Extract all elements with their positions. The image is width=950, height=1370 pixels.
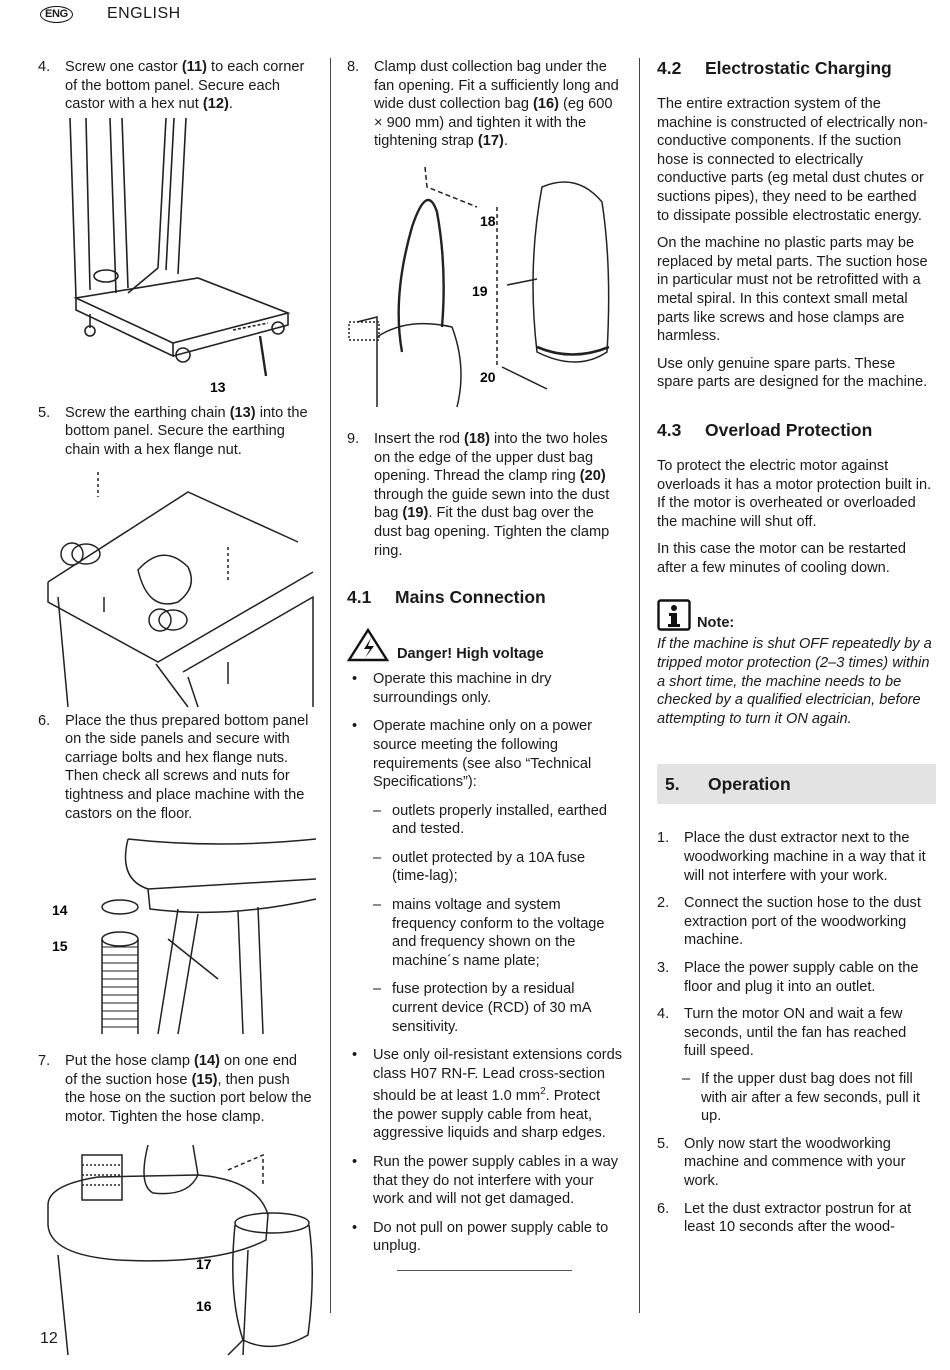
bullet-item: • Run the power supply cables in a way that they do not interfere with your work and will not get damaged. bbox=[352, 1154, 618, 1208]
info-icon bbox=[657, 599, 691, 631]
bullet-item: • Do not pull on power supply cable to unplug. bbox=[352, 1219, 609, 1255]
side-panel-assembly-illustration bbox=[38, 472, 316, 707]
operation-step: 1. Place the dust extractor next to the woodworking machine in a way that it will not interfere with your work. bbox=[657, 830, 926, 884]
danger-warning: Danger! High voltage bbox=[347, 628, 622, 662]
dash-item: – outlet protected by a 10A fuse (time-lag); bbox=[373, 849, 586, 885]
operation-step: 2. Connect the suction hose to the dust extraction port of the woodworking machine. bbox=[657, 895, 921, 949]
step-4: 4. Screw one castor (11) to each corner of the bottom panel. Secure each castor with a hex nut (12). bbox=[38, 59, 305, 113]
high-voltage-warning-icon bbox=[347, 628, 389, 662]
operation-step: 6. Let the dust extractor postrun for at least 10 seconds after the wood- bbox=[657, 1200, 912, 1236]
callout-14: 14 bbox=[52, 902, 68, 919]
operation-step: 3. Place the power supply cable on the floor and plug it into an outlet. bbox=[657, 960, 919, 995]
dash-item: – fuse protection by a residual current device (RCD) of 30 mA sensitivity. bbox=[373, 981, 591, 1035]
paragraph: The entire extraction system of the machine is constructed of electrically non-conductive components. If the suction hose is connected to electrically conductive parts (eg metal dust chutes or suctions pipes), they need to be earthed to dissipate possible electrostatic energy. bbox=[657, 96, 928, 224]
bullet-item: • Use only oil-resistant extensions cords class H07 RN-F. Lead cross-section should be at least 1.0 $mm^2$. Protect the power supply cable from heat, aggressive liquids and sharp edges. bbox=[352, 1047, 623, 1142]
step-9: 9. Insert the rod (18) into the two holes on the edge of the upper dust bag opening. Thread the clamp ring (20) through the guide sewn into the dust bag (19). Fit the dust bag over the dust bag opening. Tighten the clamp ring. bbox=[347, 430, 610, 559]
paragraph: Use only genuine spare parts. These spare parts are designed for the machine. bbox=[657, 355, 928, 391]
dash-item: – outlets properly installed, earthed and tested. bbox=[373, 802, 607, 838]
operation-step: 4. Turn the motor ON and wait a few seconds, until the fan has reached fuill speed. bbox=[657, 1006, 907, 1060]
paragraph: On the machine no plastic parts may be replaced by metal parts. The suction hose in particular must not be retrofitted with a metal spiral. In this context small metal parts like screws and hose clamps are harmless. bbox=[657, 235, 928, 345]
section-4-3-heading: 4.3 Overload Protection bbox=[657, 419, 873, 440]
column-divider bbox=[639, 58, 640, 1313]
step-8: 8. Clamp dust collection bag under the fan opening. Fit a sufficiently long and wide dust collection bag (16) (eg 600 × 900 mm) and tighten it with the tightening strap (17). bbox=[347, 59, 619, 150]
callout-20: 20 bbox=[480, 368, 496, 385]
step-7: 7. Put the hose clamp (14) on one end of the suction hose (15), then push the hose on the suction port below the motor. Tighten the hose clamp. bbox=[38, 1053, 312, 1125]
dash-item: – If the upper dust bag does not fill with air after a few seconds, pull it up. bbox=[682, 1070, 921, 1125]
bottom-panel-castor-illustration bbox=[38, 118, 313, 395]
note-text: If the machine is shut OFF repeatedly by a tripped motor protection (2–3 times) within a short time, the machine needs to be checked by a qualified electrician, before attempting to turn it ON again. bbox=[657, 636, 932, 727]
callout-17: 17 bbox=[196, 1255, 212, 1272]
column-3 bbox=[657, 58, 932, 1237]
page-header bbox=[40, 2, 181, 26]
section-5-heading: 5. Operation bbox=[657, 764, 936, 804]
language-label: ENGLISH bbox=[106, 5, 181, 22]
hose-clamp-illustration bbox=[38, 839, 316, 1034]
dash-item: – mains voltage and system frequency conform to the voltage and frequency shown on the machine´s name plate; bbox=[373, 897, 605, 969]
column-1 bbox=[38, 58, 313, 1355]
step-5: 5. Screw the earthing chain (13) into the bottom panel. Secure the earthing chain with a hex flange nut. bbox=[38, 404, 308, 458]
mains-bullets bbox=[347, 670, 622, 1256]
section-4-2-heading: 4.2 Electrostatic Charging bbox=[657, 58, 892, 78]
callout-16: 16 bbox=[196, 1297, 212, 1314]
paragraph: In this case the motor can be restarted after a few minutes of cooling down. bbox=[657, 541, 907, 576]
column-2 bbox=[347, 58, 622, 1271]
paragraph: To protect the electric motor against overloads it has a motor protection built in. If the motor is overheated or overloaded the machine will shut off. bbox=[657, 457, 932, 530]
callout-13: 13 bbox=[210, 378, 226, 395]
column-end-rule bbox=[397, 1270, 572, 1271]
page-number: 12 bbox=[40, 1330, 58, 1347]
dust-bag-motor-illustration bbox=[38, 1145, 316, 1355]
section-4-1-heading: 4.1 Mains Connection bbox=[347, 587, 546, 608]
bullet-item: • Operate this machine in dry surroundings only. bbox=[352, 671, 552, 706]
column-divider bbox=[330, 58, 331, 1313]
step-6: 6. Place the thus prepared bottom panel on the side panels and secure with carriage bolts and hex flange nuts. Then check all screws and nuts for tightness and place machine with the castors on the floor. bbox=[38, 712, 309, 822]
bullet-item: • Operate machine only on a power source meeting the following requirements (see also “Technical Specifications”): bbox=[352, 718, 593, 791]
callout-18: 18 bbox=[480, 212, 496, 229]
operation-step: 5. Only now start the woodworking machine and commence with your work. bbox=[657, 1135, 906, 1189]
callout-19: 19 bbox=[472, 282, 488, 299]
callout-15: 15 bbox=[52, 938, 68, 955]
upper-dust-bag-illustration bbox=[347, 167, 622, 407]
operation-steps bbox=[657, 829, 932, 1236]
language-badge: ENG bbox=[40, 6, 73, 23]
note-header: Note: bbox=[657, 599, 932, 631]
